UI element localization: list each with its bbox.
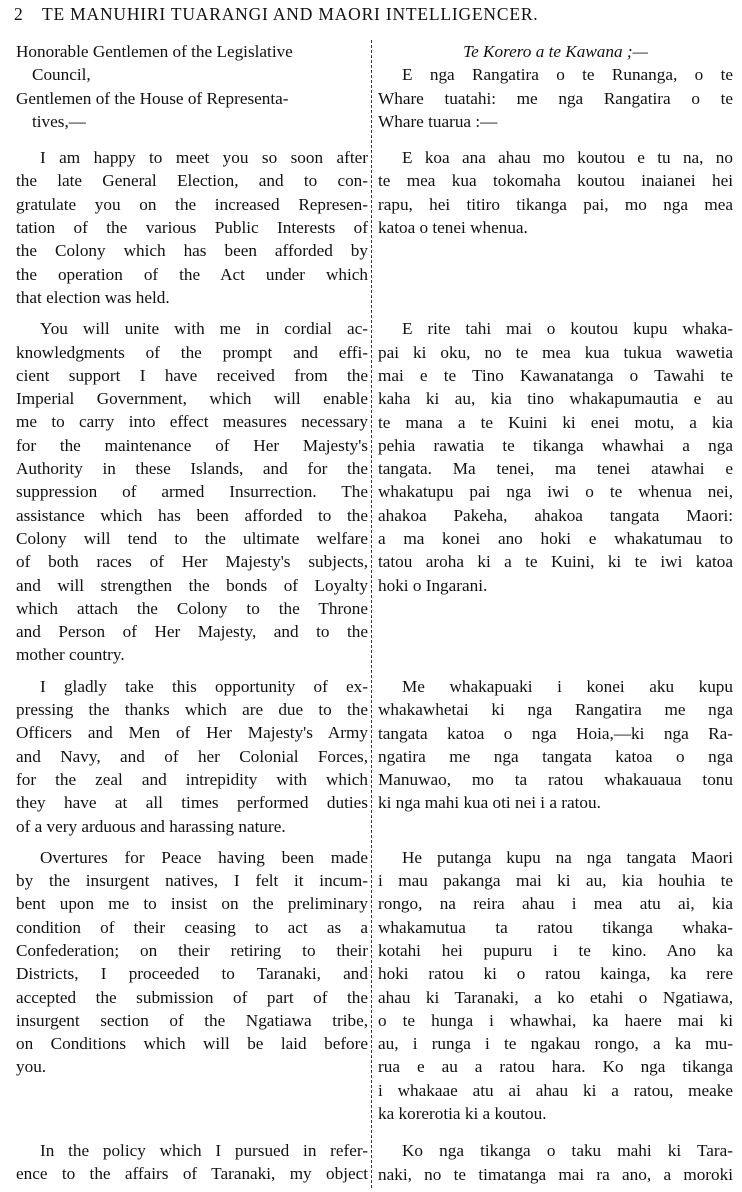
address-house-of-representatives: Gentlemen of the House of Representa- tives,—	[16, 88, 289, 131]
maori-paragraph-1: E koa ana ahau mo koutou e tu na, no te mea kua tokomaha koutou inaianei hei rapu, hei titiro tikanga pai, mo nga mea katoa o tenei whenua.	[378, 148, 733, 238]
newspaper-title: TE MANUHIRI TUARANGI AND MAORI INTELLIGENCER.	[42, 4, 539, 24]
page-number: 2	[14, 4, 24, 24]
english-column	[16, 40, 368, 1185]
paragraph-election: I am happy to meet you so soon after the late General Election, and to con- gratulate you on the increased Represen- tation of the various Public Interests of the Colony which has been afforded by the operation of the Act under which that election was held.	[16, 148, 368, 307]
maori-column	[378, 40, 733, 1186]
paragraph-thanks-forces: I gladly take this opportunity of ex- pressing the thanks which are due to the Officers and Men of Her Majesty's Army and Navy, and of her Colonial Forces, for the zeal and intrepidity with which they have at all times performed duties of a very arduous and harassing nature.	[16, 676, 368, 836]
maori-paragraph-4: He putanga kupu na nga tangata Maori i mau pakanga mai ki au, kia houhia te rongo, na reira ahau i mea atu ai, kia whakamutua ta ratou tikanga whaka- kotahi hei pupuru i te kino. Ano ka hoki ratou ki o ratou kainga, ka rere ahau ki Taranaki, a ko etahi o Ngatiawa, o te hunga i whawhai, ka haere mai ki au, i runga i te ngakau rongo, a ka mu- rua e au a ratou hara. Ko nga tikanga i whakaae atu ai ahau ki a ratou, meake ka korerotia ki a koutou.	[378, 847, 733, 1123]
maori-address: E nga Rangatira o te Runanga, o te Whare tuatahi: me nga Rangatira o te Whare tuarua :—	[378, 65, 733, 131]
page-header	[14, 4, 732, 32]
paragraph-overtures-peace: Overtures for Peace having been made by the insurgent natives, I felt it incum- bent upon me to insist on the preliminary condition of their ceasing to act as a Confederation; on their retiring to their Districts, I proceeded to Taranaki, and accepted the submission of part of the insurgent section of the Ngatiawa tribe, on Conditions which will be laid before you.	[16, 847, 368, 1077]
column-divider	[371, 40, 372, 1188]
address-legislative-council: Honorable Gentlemen of the Legislative Council,	[16, 42, 293, 85]
paragraph-taranaki-policy: In the policy which I pursued in refer- ence to the affairs of Taranaki, my object	[16, 1140, 368, 1184]
maori-paragraph-5: Ko nga tikanga o taku mahi ki Tara- naki, no te timatanga mai ra ano, a moroki	[378, 1141, 733, 1184]
maori-heading: Te Korero a te Kawana ;—	[463, 42, 648, 61]
maori-paragraph-2: E rite tahi mai o koutou kupu whaka- pai ki oku, no te mea kua tukua wawetia mai e te Tino Kawanatanga o Tawahi te kaha ki au, kia tino whakapumautia e au te mana a te Kuini ki enei motu, a kia pehia rawatia te tikanga whawhai a nga tangata. Ma tenei, ma tenei atawhai e whakatupu pai nga iwi o te whenua nei, ahakoa Pakeha, ahakoa tangata Maori: a ma konei ano hoki e whakatumau to tatou aroha ki a te Kuini, ki te iwi katoa hoki o Ingarani.	[378, 319, 733, 595]
maori-paragraph-3: Me whakapuaki i konei aku kupu whakawhetai ki nga Rangatira me nga tangata katoa o nga Hoia,—ki nga Ra- ngatira me nga tangata katoa o nga Manuwao, mo ta ratou whakauaua tonu ki nga mahi kua oti nei i a ratou.	[378, 676, 733, 813]
paragraph-imperial-support: You will unite with me in cordial ac- knowledgments of the prompt and effi- cient support I have received from the Imperial Government, which will enable me to carry into effect measures necessary for the maintenance of Her Majesty's Authority in these Islands, and for the suppression of armed Insurrection. The assistance which has been afforded to the Colony will tend to the ultimate welfare of both races of Her Majesty's subjects, and will strengthen the bonds of Loyalty which attach the Colony to the Throne and Person of Her Majesty, and to the mother country.	[16, 319, 368, 665]
